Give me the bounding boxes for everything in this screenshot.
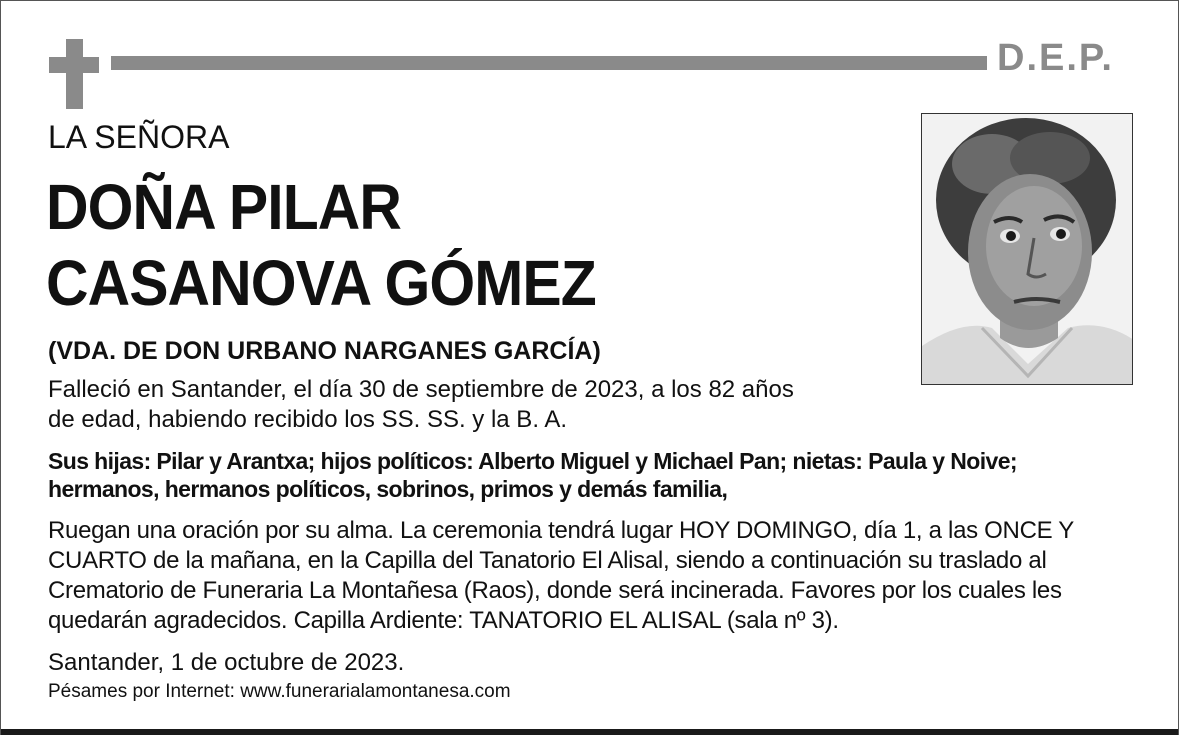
- deceased-name-line2: CASANOVA GÓMEZ: [46, 247, 596, 319]
- family-line: Sus hijas: Pilar y Arantxa; hijos políticos: Alberto Miguel y Michael Pan; nietas: Paula y Noive;: [48, 448, 1017, 474]
- ceremony-line: quedarán agradecidos. Capilla Ardiente: TANATORIO EL ALISAL (sala nº 3).: [48, 607, 839, 634]
- ceremony-line: Crematorio de Funeraria La Montañesa (Raos), donde será incinerada. Favores por los cuales les: [48, 577, 1062, 604]
- ceremony-line: Ruegan una oración por su alma. La ceremonia tendrá lugar HOY DOMINGO, día 1, a las ONCE Y: [48, 517, 1074, 544]
- death-notice-line: de edad, habiendo recibido los SS. SS. y la B. A.: [48, 406, 567, 433]
- ceremony-notice: [48, 516, 1138, 636]
- ceremony-line: CUARTO de la mañana, en la Capilla del Tanatorio El Alisal, siendo a continuación su traslado al: [48, 547, 1047, 574]
- cross-icon: [49, 39, 99, 109]
- bottom-border: [1, 729, 1178, 735]
- death-notice: [48, 375, 794, 435]
- dep-label: D.E.P.: [997, 37, 1114, 79]
- portrait-photo: [921, 113, 1133, 385]
- family-list: [48, 447, 1108, 503]
- deceased-prefix: LA SEÑORA: [48, 119, 230, 155]
- header-rule: [111, 56, 987, 70]
- place-date: Santander, 1 de octubre de 2023.: [48, 649, 405, 676]
- family-line: hermanos, hermanos políticos, sobrinos, primos y demás familia,: [48, 476, 728, 502]
- deceased-name-line1: DOÑA PILAR: [46, 171, 401, 243]
- condolences-web: Pésames por Internet: www.funerarialamontanesa.com: [48, 681, 511, 702]
- death-notice-line: Falleció en Santander, el día 30 de septiembre de 2023, a los 82 años: [48, 376, 794, 403]
- widow-of: (VDA. DE DON URBANO NARGANES GARCÍA): [48, 337, 601, 365]
